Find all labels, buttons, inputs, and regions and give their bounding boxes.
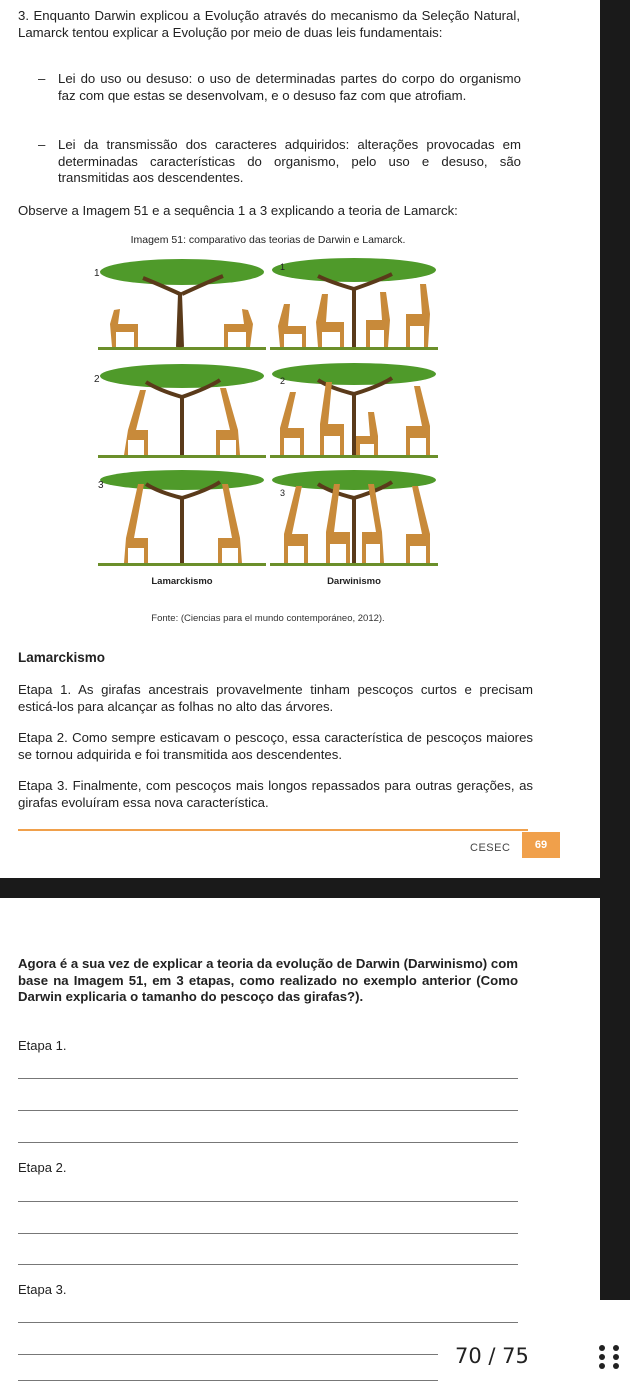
step-number-1: 1 xyxy=(280,262,286,272)
lamarckism-label: Lamarckismo xyxy=(151,576,213,587)
lamarck-panel-3 xyxy=(98,470,266,566)
answer-line[interactable] xyxy=(18,1322,518,1323)
darwin-giraffes-illustration-2 xyxy=(270,362,438,458)
more-dots-icon[interactable] xyxy=(597,1343,623,1369)
lamarckism-heading: Lamarckismo xyxy=(18,650,106,665)
viewer-menu-tab xyxy=(570,1300,630,1384)
darwin-panel-3 xyxy=(270,470,438,566)
darwin-question: Agora é a sua vez de explicar a teoria da evolução de Darwin (Darwinismo) com base na Imagem 51, em 3 etapas, como realizado no exemplo anterior (Como Darwin explicaria o tamanho do pescoço das girafas?). xyxy=(18,956,518,1004)
answer-line[interactable] xyxy=(18,1110,518,1111)
lamarck-panel-2 xyxy=(98,362,266,458)
figure-source: Fonte: (Ciencias para el mundo contemporáneo, 2012). xyxy=(151,613,385,624)
darwin-giraffes-illustration-1 xyxy=(270,254,438,350)
answer-line[interactable] xyxy=(18,1078,518,1079)
figure-caption: Imagem 51: comparativo das teorias de Darwin e Lamarck. xyxy=(130,234,406,246)
etapa-1-label: Etapa 1. xyxy=(18,1038,67,1053)
darwin-panel-1 xyxy=(270,254,438,350)
footer-divider xyxy=(18,829,528,831)
observe-instruction: Observe a Imagem 51 e a sequência 1 a 3 explicando a teoria de Lamarck: xyxy=(18,203,458,218)
step-number-3: 3 xyxy=(98,480,104,491)
answer-line[interactable] xyxy=(18,1354,438,1355)
publisher-label: CESEC xyxy=(470,842,511,854)
step-number-3: 3 xyxy=(280,488,286,498)
lamarck-giraffes-illustration-3 xyxy=(98,470,266,566)
answer-line[interactable] xyxy=(18,1380,438,1381)
question-3-heading: 3. Enquanto Darwin explicou a Evolução através do mecanismo da Seleção Natural, Lamarck tentou explicar a Evolução por meio de duas leis fundamentais: xyxy=(18,8,520,40)
answer-line[interactable] xyxy=(18,1233,518,1234)
lamarck-step-1: Etapa 1. As girafas ancestrais provavelmente tinham pescoços curtos e precisam esticá-los para alcançar as folhas no alto das árvores. xyxy=(18,682,533,714)
etapa-2-label: Etapa 2. xyxy=(18,1160,67,1175)
page-number-badge: 69 xyxy=(522,832,560,858)
step-number-1: 1 xyxy=(94,268,100,279)
answer-line[interactable] xyxy=(18,1264,518,1265)
lamarck-step-3: Etapa 3. Finalmente, com pescoços mais longos repassados para outras gerações, as girafas evoluíram essa nova característica. xyxy=(18,778,533,810)
step-number-2: 2 xyxy=(280,376,286,386)
page-counter: 70 / 75 xyxy=(455,1344,529,1368)
page-gap xyxy=(0,878,600,898)
etapa-3-label: Etapa 3. xyxy=(18,1282,67,1297)
lamarck-giraffes-illustration-1 xyxy=(98,254,266,350)
lamarck-panel-1 xyxy=(98,254,266,350)
lamarck-giraffes-illustration-2 xyxy=(98,362,266,458)
darwinism-label: Darwinismo xyxy=(327,576,381,587)
law-acquired-traits: Lei da transmissão dos caracteres adquiridos: alterações provocadas em determinadas características do organismo, pelo uso e desuso, são transmitidas aos descendentes. xyxy=(58,137,521,185)
viewer-background xyxy=(600,0,630,1384)
bullet-marker: – xyxy=(38,71,46,86)
step-number-2: 2 xyxy=(94,374,100,385)
darwin-giraffes-illustration-3 xyxy=(270,470,438,566)
answer-line[interactable] xyxy=(18,1142,518,1143)
document-page-70 xyxy=(0,898,600,1384)
law-use-disuse: Lei do uso ou desuso: o uso de determinadas partes do corpo do organismo faz com que estas se desenvolvam, e o desuso faz com que atrofiam. xyxy=(58,71,521,103)
lamarck-step-2: Etapa 2. Como sempre esticavam o pescoço, essa característica de pescoços maiores se tornou adquirida e foi transmitida aos descendentes. xyxy=(18,730,533,762)
darwin-panel-2 xyxy=(270,362,438,458)
answer-line[interactable] xyxy=(18,1201,518,1202)
bullet-marker: – xyxy=(38,137,46,152)
